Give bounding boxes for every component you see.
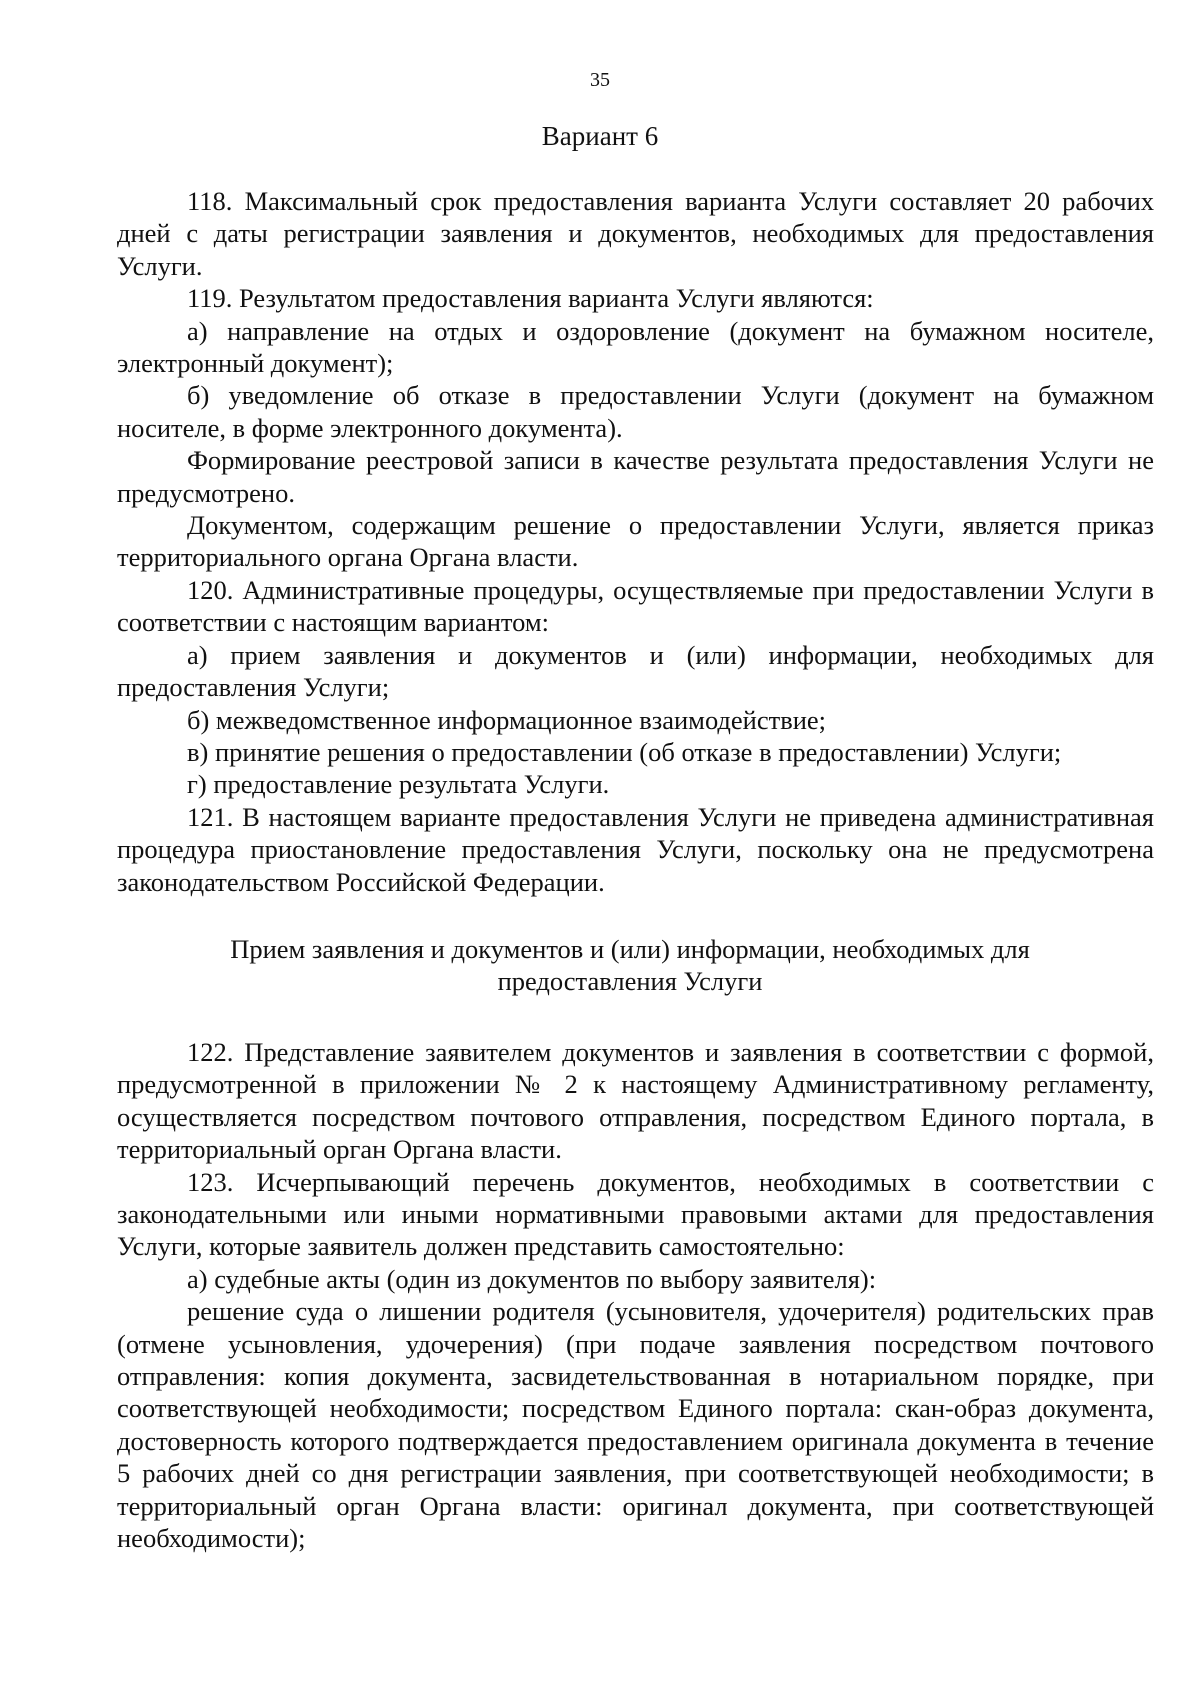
paragraph-120-v: в) принятие решения о предоставлении (об отказе в предоставлении) Услуги; (187, 736, 1062, 767)
section-heading (160, 933, 1100, 997)
paragraph-119-b: б) уведомление об отказе в предоставлении Услуги (документ на бумажном носителе, в форме электронного документа). (117, 380, 1154, 443)
paragraph-120: 120. Административные процедуры, осуществляемые при предоставлении Услуги в соответствии с настоящим вариантом: (117, 574, 1154, 638)
section-heading-line-2: предоставления Услуги (497, 966, 763, 996)
section-heading-line-1: Прием заявления и документов и (или) информации, необходимых для (230, 934, 1030, 964)
paragraph-order-note: Документом, содержащим решение о предоставлении Услуги, является приказ территориального органа Органа власти. (117, 510, 1154, 573)
paragraph-123: 123. Исчерпывающий перечень документов, необходимых в соответствии с законодательными или иными нормативными правовыми актами для предоставления Услуги, которые заявитель должен представить самостоятельно: (117, 1166, 1154, 1262)
paragraph-123-a: а) судебные акты (один из документов по выбору заявителя): (187, 1263, 877, 1294)
paragraph-121: 121. В настоящем варианте предоставления Услуги не приведена административная процедура приостановление предоставления Услуги, поскольку она не предусмотрена законодательством Российской Федерации. (117, 801, 1154, 897)
paragraph-court-decision: решение суда о лишении родителя (усыновителя, удочерителя) родительских прав (отмене усыновления, удочерения) (при подаче заявления посредством почтового отправления: копия документа, засвидетельствованная в нотариальном порядке, при соответствующей необходимости; посредством Единого портала: скан-образ документа, достоверность которого подтверждается предоставлением оригинала документа в течение 5 рабочих дней со дня регистрации заявления, при соответствующей необходимости; в территориальный орган Органа власти: оригинал документа, при соответствующей необходимости); (117, 1296, 1154, 1554)
paragraph-118: 118. Максимальный срок предоставления варианта Услуги составляет 20 рабочих дней с даты регистрации заявления и документов, необходимых для предоставления Услуги. (117, 186, 1154, 281)
body-block-1 (117, 185, 1154, 898)
paragraph-119-a: а) направление на отдых и оздоровление (документ на бумажном носителе, электронный документ); (117, 315, 1154, 379)
paragraph-119: 119. Результатом предоставления варианта Услуги являются: (187, 283, 874, 314)
paragraph-registry-note: Формирование реестровой записи в качестве результата предоставления Услуги не предусмотрено. (117, 445, 1154, 508)
paragraph-120-g: г) предоставление результата Услуги. (187, 769, 610, 800)
page-number: 35 (590, 69, 610, 91)
body-block-2 (117, 1036, 1154, 1555)
paragraph-120-a: а) прием заявления и документов и (или) информации, необходимых для предоставления Услуги; (117, 639, 1154, 703)
paragraph-122: 122. Представление заявителем документов и заявления в соответствии с формой, предусмотренной в приложении № 2 к настоящему Административному регламенту, осуществляется посредством почтового отправления, посредством Единого портала, в территориальный орган Органа власти. (117, 1037, 1154, 1165)
variant-title: Вариант 6 (541, 121, 659, 151)
paragraph-120-b: б) межведомственное информационное взаимодействие; (187, 704, 827, 735)
